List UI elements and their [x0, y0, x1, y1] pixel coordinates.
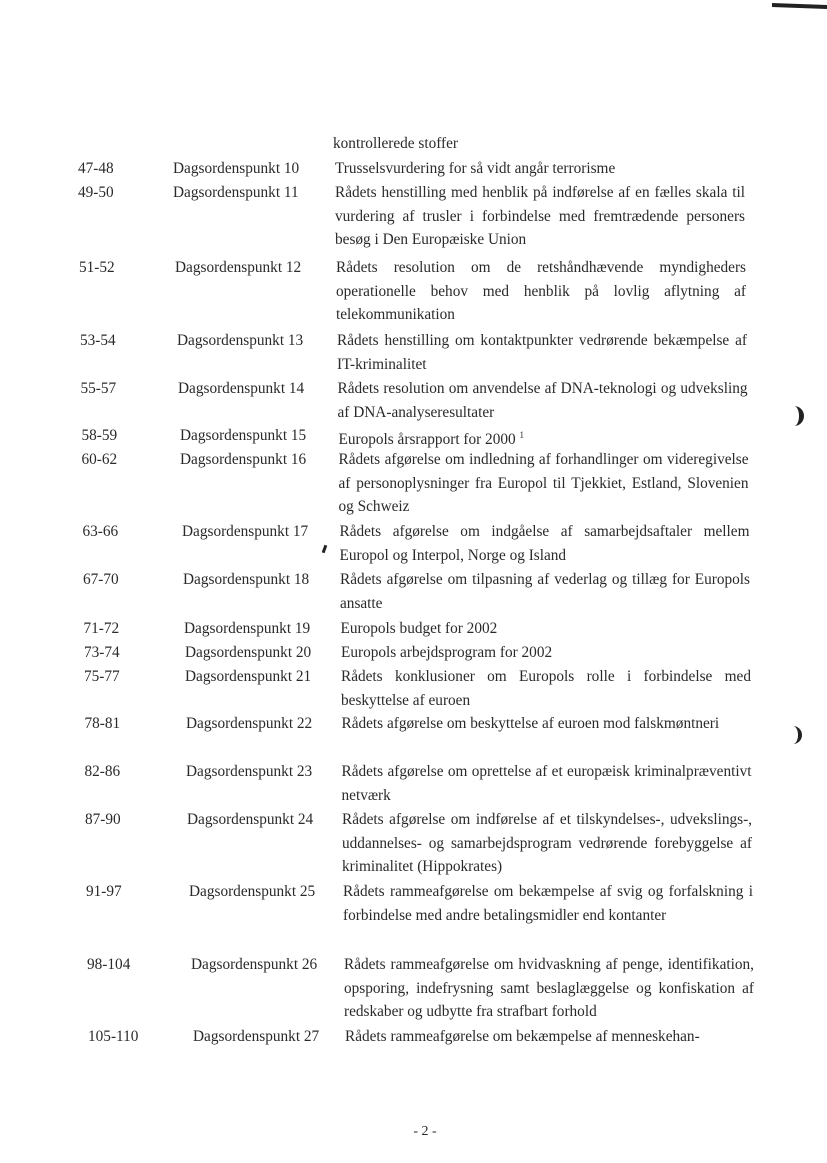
- entry-description: [340, 568, 750, 615]
- entry-description-text: Europols årsrapport for 2000: [338, 431, 516, 449]
- entry-description: [339, 448, 749, 519]
- entry-agenda-item: Dagsordenspunkt 14: [178, 380, 305, 397]
- entry-description-text: Rådets resolution om anvendelse af DNA-teknologi og udveksling af DNA-analyseresultater: [337, 380, 748, 421]
- entry-page-range: 60-62: [81, 451, 118, 468]
- entry-agenda-item: Dagsordenspunkt 19: [184, 620, 311, 637]
- entry-description: [345, 1025, 755, 1049]
- entry-agenda-item: Dagsordenspunkt 15: [180, 427, 307, 444]
- entry-page-range: 51-52: [79, 259, 115, 276]
- entry-page-range: 53-54: [80, 332, 116, 349]
- entry-description-text: Europols arbejdsprogram for 2002: [341, 644, 553, 661]
- entry-agenda-item: Dagsordenspunkt 22: [186, 715, 313, 732]
- entry-page-range: 71-72: [83, 620, 120, 637]
- entry-page-range: 58-59: [81, 427, 118, 444]
- entry-agenda-item: Dagsordenspunkt 11: [173, 184, 299, 201]
- entry-page-range: 98-104: [87, 956, 131, 973]
- entry-page-range: 105-110: [88, 1028, 139, 1045]
- entry-description: [341, 617, 751, 641]
- entry-page-range: 78-81: [84, 715, 121, 732]
- entry-description-text: Rådets rammeafgørelse om bekæmpelse af svig og forfalskning i forbindelse med andre betalingsmidler end kontanter: [343, 883, 753, 924]
- entry-description-text: Rådets afgørelse om beskyttelse af euroen mod falskmøntneri: [341, 715, 720, 732]
- entry-description: [342, 712, 752, 736]
- entry-description: [336, 256, 746, 327]
- entry-agenda-item: Dagsordenspunkt 17: [182, 523, 309, 540]
- entry-agenda-item: Dagsordenspunkt 13: [177, 332, 304, 349]
- scan-mark-top-right: [772, 3, 827, 9]
- entry-description: [344, 953, 754, 1024]
- entry-page-range: 82-86: [84, 763, 121, 780]
- entry-page-range: 55-57: [80, 380, 117, 397]
- entry-description: [335, 157, 745, 181]
- entry-description-text: Rådets konklusioner om Europols rolle i forbindelse med beskyttelse af euroen: [341, 668, 751, 709]
- entry-description-text: Rådets henstilling med henblik på indførelse af en fælles skala til vurdering af trusler i forbindelse med fremtrædende personers besøg i Den Europæiske Union: [335, 184, 745, 248]
- entry-description-text: Rådets afgørelse om oprettelse af et europæisk kriminalpræventivt netværk: [341, 763, 752, 804]
- entry-description-text: Rådets resolution om de retshåndhævende myndigheders operationelle behov med henblik på lovlig aflytning af telekommunikation: [336, 259, 746, 323]
- entry-description: [341, 665, 751, 712]
- entry-page-range: 67-70: [83, 571, 119, 588]
- entry-description: [343, 880, 753, 927]
- continuation-text: kontrollerede stoffer: [333, 135, 459, 152]
- entry-agenda-item: Dagsordenspunkt 18: [183, 571, 310, 588]
- entry-description-text: Rådets afgørelse om indførelse af et tilskyndelses-, udvekslings-, uddannelses- og samarbejdsprogram vedrørende forebyggelse af kriminalitet (Hippokrates): [342, 811, 752, 875]
- entry-page-range: 91-97: [86, 883, 122, 900]
- entry-agenda-item: Dagsordenspunkt 12: [175, 259, 302, 276]
- entry-page-range: 49-50: [78, 184, 114, 201]
- entry-agenda-item: Dagsordenspunkt 21: [185, 668, 312, 685]
- entry-description: [340, 520, 750, 567]
- hole-punch-mark-lower: [791, 726, 802, 744]
- entry-agenda-item: Dagsordenspunkt 16: [180, 451, 307, 468]
- entry-description-text: Rådets afgørelse om tilpasning af vederlag og tillæg for Europols ansatte: [340, 571, 750, 612]
- entry-agenda-item: Dagsordenspunkt 25: [189, 883, 316, 900]
- entry-agenda-item: Dagsordenspunkt 24: [187, 811, 314, 828]
- entry-page-range: 75-77: [84, 668, 120, 685]
- entry-description: [337, 329, 747, 376]
- entry-description-text: Europols budget for 2002: [340, 620, 498, 637]
- entry-agenda-item: Dagsordenspunkt 26: [191, 956, 318, 973]
- entry-description-text: Rådets rammeafgørelse om bekæmpelse af menneskehan-: [345, 1028, 700, 1045]
- entry-description: [335, 181, 745, 252]
- entry-page-range: 47-48: [78, 160, 114, 177]
- ink-mark: [322, 545, 328, 554]
- entry-description: [342, 808, 752, 879]
- entry-agenda-item: Dagsordenspunkt 27: [193, 1028, 320, 1045]
- entry-description-text: Rådets henstilling om kontaktpunkter vedrørende bekæmpelse af IT-kriminalitet: [337, 332, 747, 373]
- entry-description-text: Trusselsvurdering for så vidt angår terrorisme: [335, 160, 616, 177]
- footnote-marker: 1: [519, 430, 524, 440]
- entry-page-range: 63-66: [82, 523, 119, 540]
- entry-description: [342, 760, 752, 807]
- entry-agenda-item: Dagsordenspunkt 10: [173, 160, 300, 177]
- entry-agenda-item: Dagsordenspunkt 23: [186, 763, 313, 780]
- entry-description-text: Rådets afgørelse om indledning af forhandlinger om videregivelse af personoplysninger fra Europol til Tjekkiet, Estland, Slovenien og Schweiz: [338, 451, 749, 515]
- entry-description: [341, 641, 751, 665]
- entry-description: [338, 377, 748, 424]
- page-number: - 2 -: [413, 1124, 437, 1139]
- entry-page-range: 87-90: [85, 811, 121, 828]
- entry-description-text: Rådets afgørelse om indgåelse af samarbejdsaftaler mellem Europol og Interpol, Norge og Island: [339, 523, 750, 564]
- entry-page-range: 73-74: [84, 644, 120, 661]
- entry-description-text: Rådets rammeafgørelse om hvidvaskning af penge, identifikation, opsporing, indefrysning samt beslaglæggelse og konfiskation af redskaber og udbytte fra strafbart forhold: [344, 956, 754, 1020]
- entry-agenda-item: Dagsordenspunkt 20: [185, 644, 312, 661]
- hole-punch-mark-upper: [790, 406, 804, 426]
